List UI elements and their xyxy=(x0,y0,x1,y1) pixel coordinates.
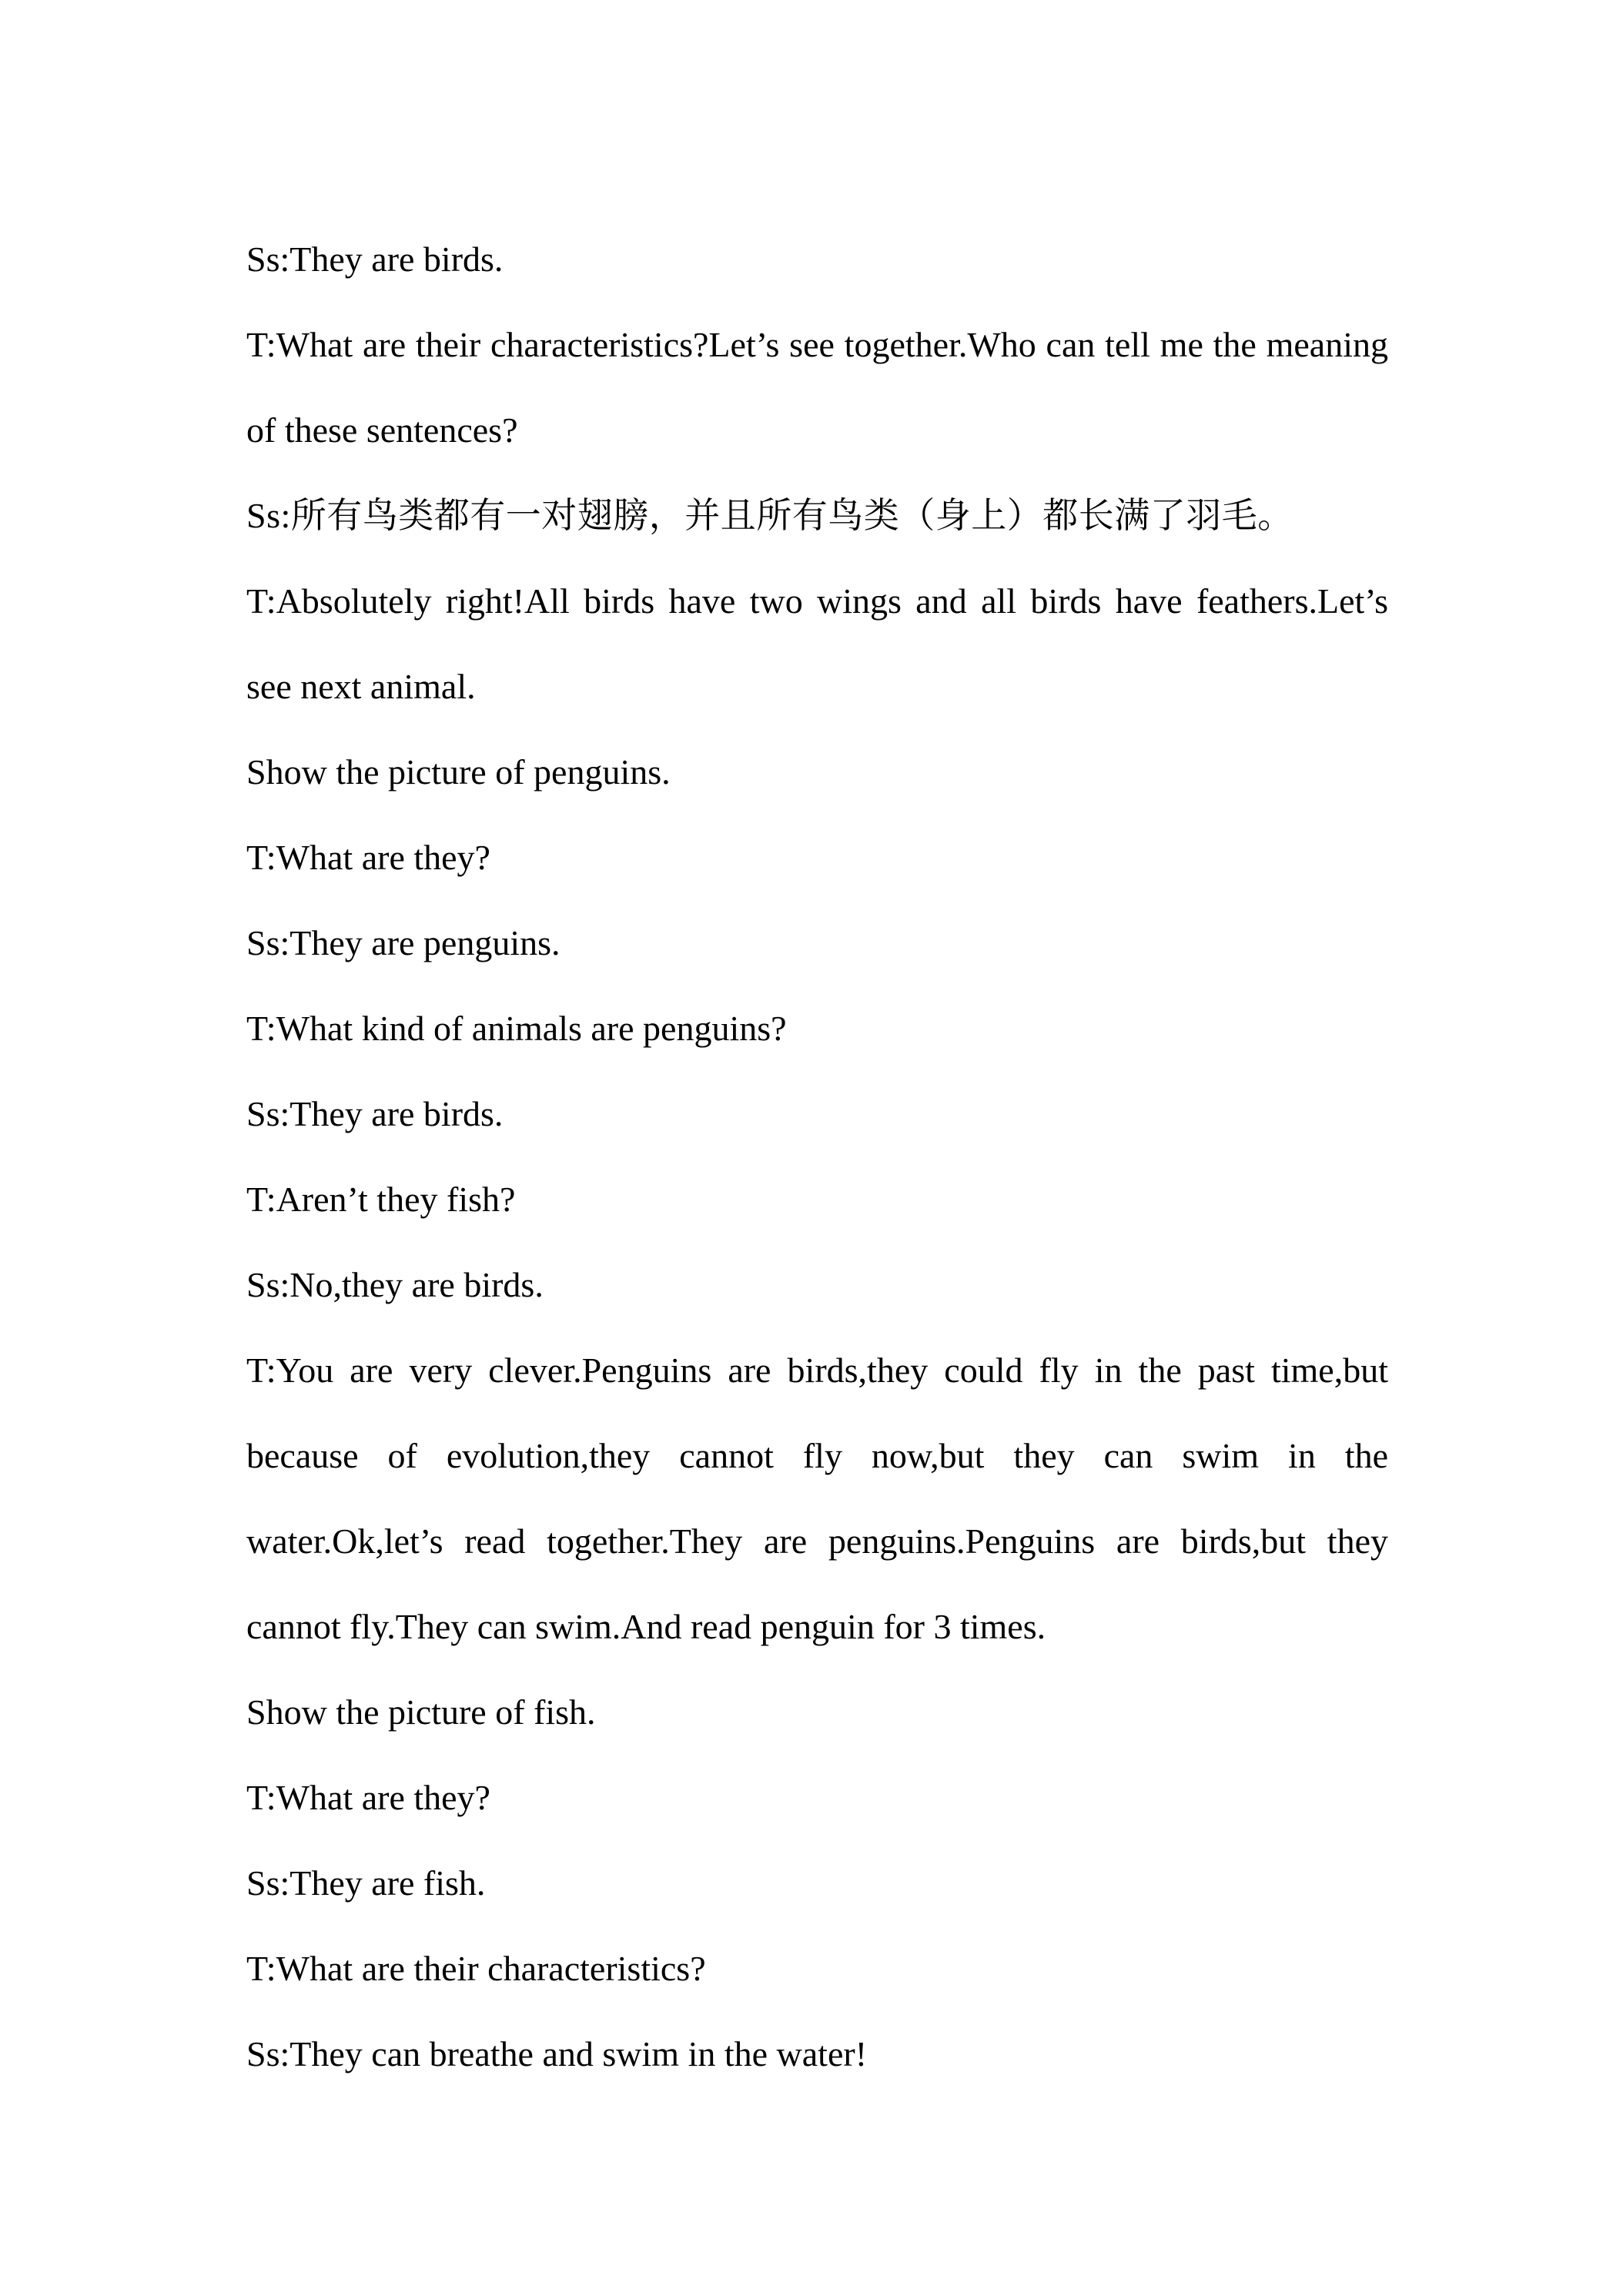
dialogue-line-5: Show the picture of penguins. xyxy=(246,752,671,792)
dialogue-line-9: Ss:They are birds. xyxy=(246,1094,504,1133)
dialogue-line-15: Ss:They are fish. xyxy=(246,1863,486,1903)
dialogue-line-14: T:What are they? xyxy=(246,1778,490,1817)
document-body xyxy=(246,216,1388,2097)
dialogue-line-2: T:What are their characteristics?Let’s see together.Who can tell me the meaning of these sentences? xyxy=(246,325,1388,450)
dialogue-line-10: T:Aren’t they fish? xyxy=(246,1180,516,1219)
dialogue-line-3: Ss:所有鸟类都有一对翅膀，并且所有鸟类（身上）都长满了羽毛。 xyxy=(246,496,1293,535)
dialogue-line-6: T:What are they? xyxy=(246,838,490,877)
dialogue-line-1: Ss:They are birds. xyxy=(246,239,504,279)
dialogue-line-4: T:Absolutely right!All birds have two wings and all birds have feathers.Let’s see next animal. xyxy=(246,581,1388,706)
dialogue-line-11: Ss:No,they are birds. xyxy=(246,1265,544,1304)
dialogue-line-17: Ss:They can breathe and swim in the water! xyxy=(246,2034,868,2073)
dialogue-line-12: T:You are very clever.Penguins are birds,they could fly in the past time,but because of evolution,they cannot fly now,but they can swim in the water.Ok,let’s read together.They are penguins.Penguins are birds,but they cannot fly.They can swim.And read penguin for 3 times. xyxy=(246,1350,1388,1646)
dialogue-line-7: Ss:They are penguins. xyxy=(246,923,561,962)
dialogue-line-13: Show the picture of fish. xyxy=(246,1692,596,1732)
dialogue-line-8: T:What kind of animals are penguins? xyxy=(246,1009,787,1048)
dialogue-line-16: T:What are their characteristics? xyxy=(246,1949,706,1988)
